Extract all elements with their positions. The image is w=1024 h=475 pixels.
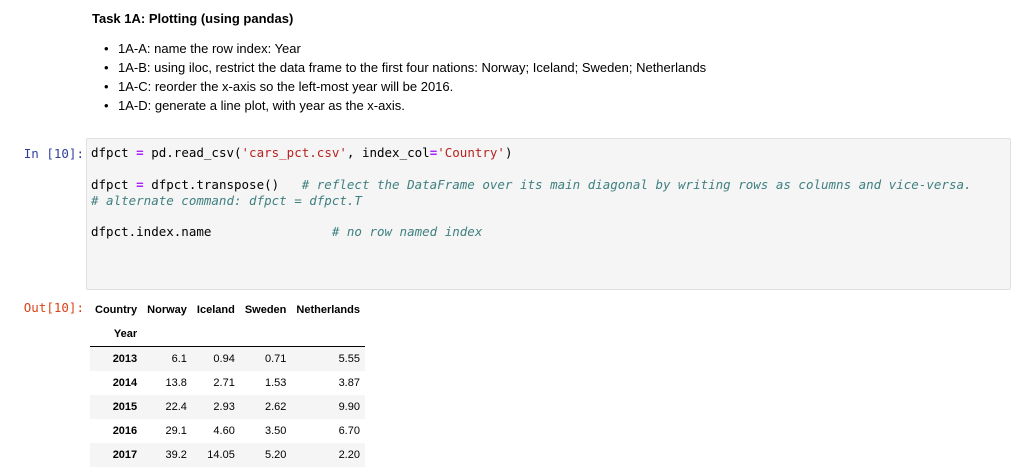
table-cell: 2.93: [213, 401, 235, 413]
code-line: [91, 224, 482, 240]
empty-header-cell: [240, 322, 292, 347]
table-cell: 13.8: [165, 377, 187, 389]
task-item: [104, 39, 706, 58]
column-header: Netherlands: [296, 304, 360, 316]
table-cell: 5.55: [338, 353, 360, 365]
empty-header-cell: [192, 322, 240, 347]
task-item-text: 1A-C: reorder the x-axis so the left-most year will be 2016.: [118, 79, 454, 94]
code-comment: # alternate command: dfpct = dfpct.T: [91, 193, 362, 208]
code-line: [91, 193, 362, 209]
task-item: [104, 58, 706, 77]
input-prompt: In [10]:: [23, 146, 84, 161]
bullet-icon: •: [104, 41, 109, 56]
table-row: [90, 395, 365, 419]
table-cell: 2.71: [213, 377, 235, 389]
row-index: 2014: [112, 377, 138, 389]
table-cell: 0.94: [213, 353, 235, 365]
row-index: 2017: [112, 449, 138, 461]
index-name-row: [90, 322, 365, 347]
code-token: pd.read_csv(: [143, 145, 242, 160]
table-cell: 3.87: [338, 377, 360, 389]
task-title: Task 1A: Plotting (using pandas): [92, 11, 294, 26]
table-row: [90, 347, 365, 372]
row-index: 2015: [112, 401, 138, 413]
table-row: [90, 419, 365, 443]
bullet-icon: •: [104, 60, 109, 75]
code-token: dfpct.index.name: [91, 224, 332, 239]
code-token: dfpct: [91, 177, 137, 192]
code-string: 'cars_pct.csv': [241, 145, 347, 160]
table-cell: 39.2: [165, 449, 187, 461]
table-cell: 0.71: [264, 353, 287, 365]
table-cell: 4.60: [213, 425, 235, 437]
table-cell: 3.50: [264, 425, 287, 437]
table-cell: 6.70: [338, 425, 360, 437]
table-cell: 1.53: [264, 377, 287, 389]
bullet-icon: •: [104, 79, 109, 94]
output-area: [90, 298, 365, 467]
table-cell: 9.90: [338, 401, 360, 413]
dataframe-table: [90, 298, 365, 467]
code-operator: =: [429, 145, 438, 160]
code-token: ): [504, 145, 513, 160]
table-cell: 29.1: [165, 425, 187, 437]
code-comment: # reflect the DataFrame over its main diagonal by writing rows as columns and vice-versa.: [301, 177, 972, 192]
code-token: dfpct: [91, 145, 137, 160]
table-cell: 22.4: [165, 401, 187, 413]
task-list: [104, 39, 706, 115]
columns-name: Country: [95, 304, 138, 316]
code-operator: =: [136, 145, 144, 160]
table-cell: 2.20: [338, 449, 360, 461]
table-cell: 6.1: [171, 353, 187, 365]
table-row: [90, 443, 365, 467]
task-item-text: 1A-B: using iloc, restrict the data frame to the first four nations: Norway; Iceland; Sweden; Netherlands: [118, 60, 707, 75]
code-line: [91, 177, 972, 193]
output-prompt: Out[10]:: [23, 300, 84, 315]
column-header: Iceland: [196, 304, 235, 316]
row-index: 2016: [112, 425, 138, 437]
code-token: dfpct.transpose(): [143, 177, 302, 192]
code-comment: # no row named index: [331, 224, 483, 239]
index-name: Year: [90, 322, 142, 347]
code-line: [91, 145, 512, 161]
task-item-text: 1A-D: generate a line plot, with year as the x-axis.: [118, 98, 405, 113]
code-string: 'Country': [437, 145, 505, 160]
column-header: Norway: [147, 304, 187, 316]
task-item: [104, 77, 706, 96]
empty-header-cell: [142, 322, 192, 347]
table-cell: 2.62: [264, 401, 287, 413]
table-row: [90, 371, 365, 395]
bullet-icon: •: [104, 98, 109, 113]
column-header: Sweden: [244, 304, 287, 316]
table-header-row: [90, 298, 365, 322]
code-operator: =: [136, 177, 144, 192]
table-cell: 5.20: [264, 449, 287, 461]
row-index: 2013: [112, 353, 138, 365]
task-item-text: 1A-A: name the row index: Year: [118, 41, 301, 56]
table-cell: 14.05: [207, 449, 235, 461]
empty-header-cell: [291, 322, 365, 347]
task-item: [104, 96, 706, 115]
code-token: , index_col: [346, 145, 430, 160]
code-editor[interactable]: [86, 138, 1011, 290]
